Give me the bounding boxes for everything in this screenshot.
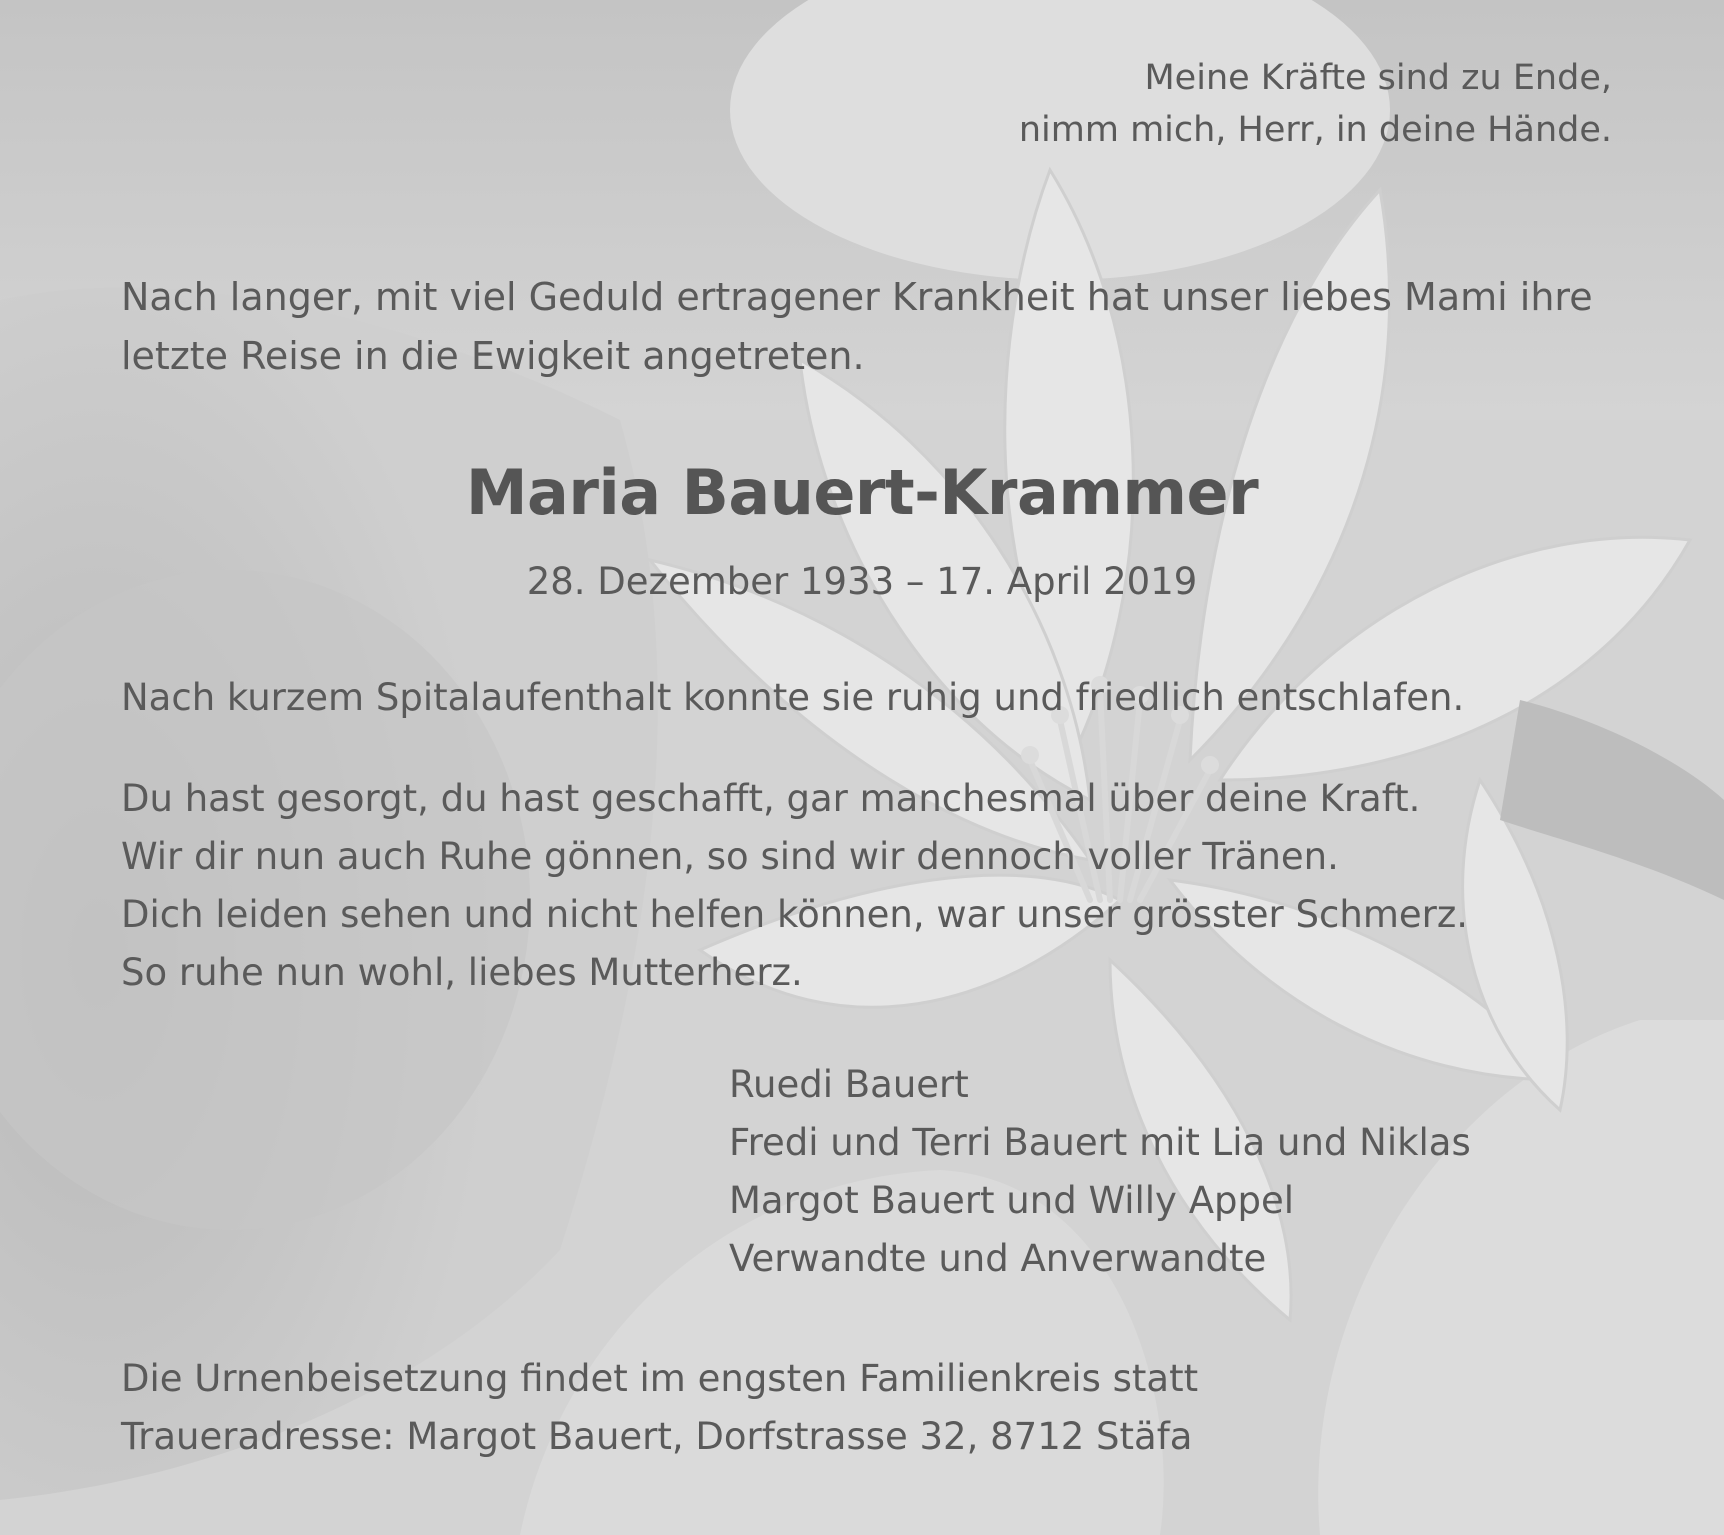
mourner-entry: Fredi und Terri Bauert mit Lia und Niklas — [729, 1121, 1471, 1164]
burial-note: Die Urnenbeisetzung findet im engsten Familienkreis statt — [121, 1357, 1199, 1400]
deceased-name: Maria Bauert-Krammer — [465, 456, 1259, 529]
memorial-poem — [121, 770, 1468, 1002]
motto-verse — [1019, 52, 1612, 156]
intro-line: Nach langer, mit viel Geduld ertragener Krankheit hat unser liebes Mami ihre — [121, 275, 1593, 319]
poem-line: Wir dir nun auch Ruhe gönnen, so sind wir dennoch voller Tränen. — [121, 835, 1339, 878]
mourners-list — [729, 1056, 1471, 1288]
motto-line: Meine Kräfte sind zu Ende, — [1144, 58, 1612, 98]
passing-note: Nach kurzem Spitalaufenthalt konnte sie ruhig und friedlich entschlafen. — [121, 676, 1465, 719]
closing-notice — [121, 1350, 1198, 1466]
mourning-address: Traueradresse: Margot Bauert, Dorfstrasse 32, 8712 Stäfa — [121, 1415, 1193, 1458]
mourner-entry: Margot Bauert und Willy Appel — [729, 1179, 1295, 1222]
mourner-entry: Ruedi Bauert — [729, 1063, 969, 1106]
mourner-entry: Verwandte und Anverwandte — [729, 1237, 1267, 1280]
intro-paragraph — [121, 268, 1593, 386]
motto-line: nimm mich, Herr, in deine Hände. — [1018, 110, 1612, 150]
poem-line: So ruhe nun wohl, liebes Mutterherz. — [121, 951, 803, 994]
life-dates: 28. Dezember 1933 – 17. April 2019 — [526, 560, 1198, 603]
poem-line: Du hast gesorgt, du hast geschafft, gar manchesmal über deine Kraft. — [121, 777, 1421, 820]
poem-line: Dich leiden sehen und nicht helfen können, war unser grösster Schmerz. — [121, 893, 1469, 936]
intro-line: letzte Reise in die Ewigkeit angetreten. — [121, 334, 865, 378]
